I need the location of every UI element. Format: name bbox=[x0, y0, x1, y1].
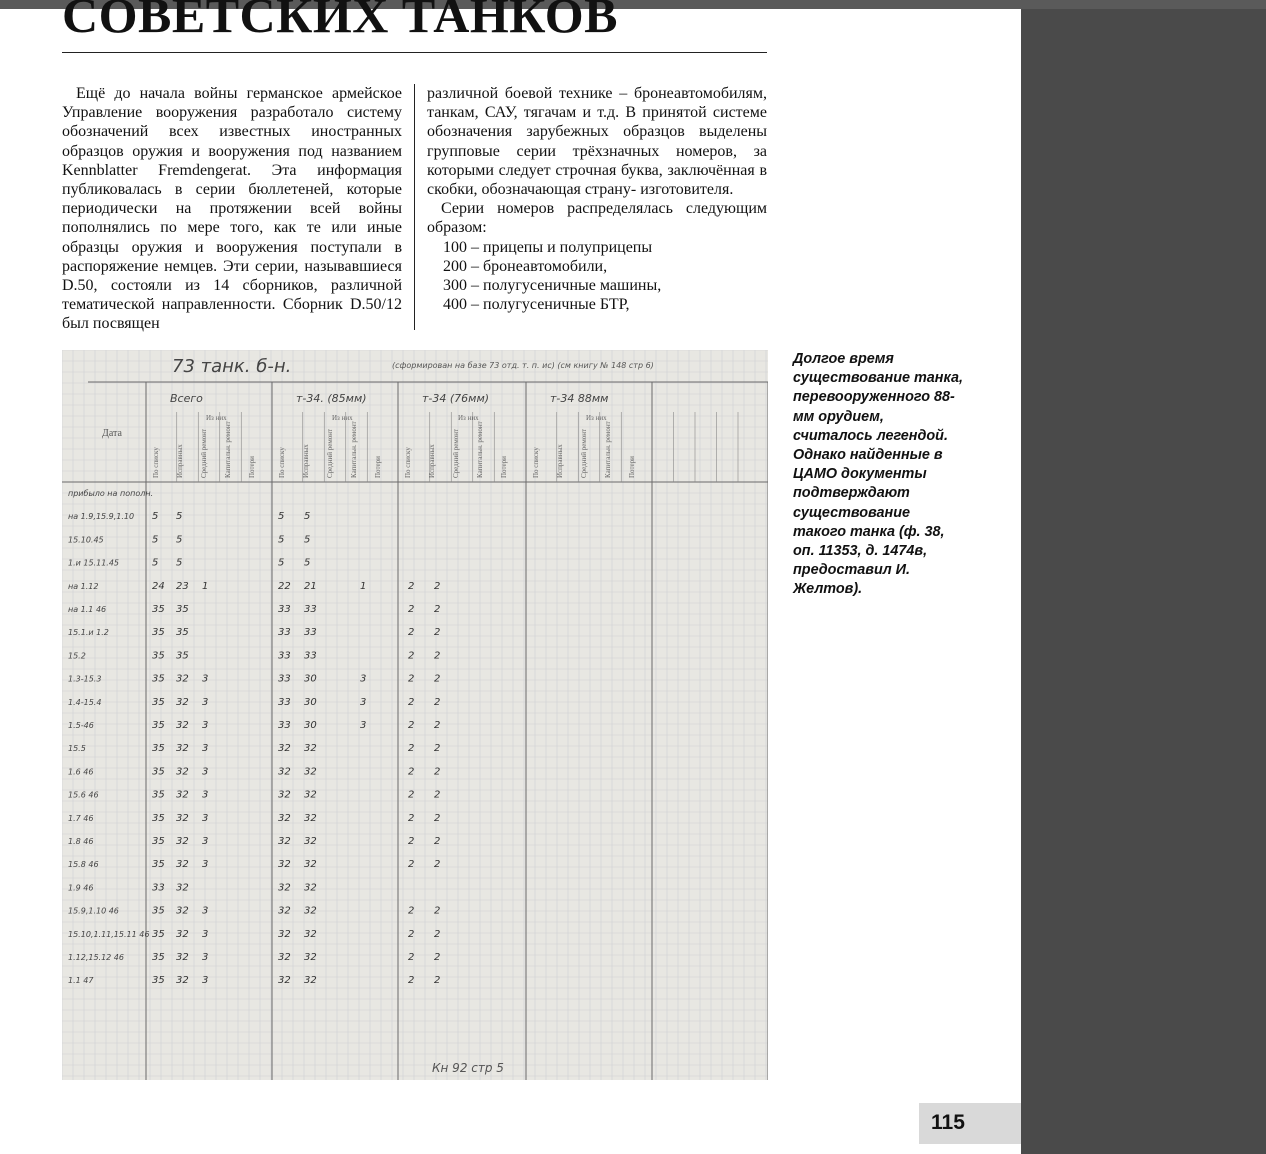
row-value: 2 bbox=[408, 766, 415, 778]
row-value: 32 bbox=[304, 928, 317, 940]
row-value: 33 bbox=[278, 604, 291, 615]
row-value: 5 bbox=[278, 534, 285, 546]
row-value: 33 bbox=[278, 627, 291, 639]
row-value: 35 bbox=[152, 673, 165, 685]
row-value: 32 bbox=[278, 952, 291, 963]
row-value: 35 bbox=[152, 928, 165, 940]
row-value: 2 bbox=[408, 720, 415, 731]
row-value: 32 bbox=[304, 859, 317, 871]
sub-column-header: Средний ремонт bbox=[452, 428, 460, 478]
row-value: 3 bbox=[360, 720, 367, 731]
archival-document-photo bbox=[62, 350, 768, 1080]
row-value: 33 bbox=[278, 673, 291, 685]
sub-column-header: Капитальн. ремонт bbox=[604, 421, 612, 478]
row-value: 35 bbox=[176, 627, 189, 639]
row-value: 5 bbox=[152, 534, 159, 546]
page-headline-text: СОВЕТСКИХ ТАНКОВ bbox=[62, 0, 619, 43]
row-value: 32 bbox=[176, 789, 189, 801]
page-number: 115 bbox=[931, 1111, 965, 1134]
row-value: 3 bbox=[360, 673, 367, 685]
row-value: 5 bbox=[152, 557, 159, 569]
row-value: 3 bbox=[202, 766, 209, 778]
row-value: 5 bbox=[304, 557, 311, 569]
row-value: 2 bbox=[434, 812, 441, 824]
row-value: 32 bbox=[176, 859, 189, 871]
row-value: 32 bbox=[176, 882, 189, 894]
row-value: 32 bbox=[304, 905, 317, 917]
row-value: 33 bbox=[278, 696, 291, 708]
row-value: 2 bbox=[434, 766, 441, 778]
subheader-label: Из них bbox=[206, 414, 227, 422]
row-value: 5 bbox=[304, 534, 311, 546]
row-value: 3 bbox=[202, 836, 209, 847]
list-item: 200 – бронеавтомобили, bbox=[443, 257, 608, 275]
row-value: 33 bbox=[278, 720, 291, 731]
paragraph: Ещё до начала войны германское армейское Управление вооружения разработало систему обозначений всех известных иностранных образцов оружия и вооружения под названием Kennblatter Fremdengerat. Эта информация публиковалась в серии бюллетеней, которые периодически на протяжении всей войны пополнялись по мере того, как те или иные образцы оружия и вооружения поступали в распоряжение немцев. Эти серии, называвшиеся D.50, состояли из 14 сборников, различной тематической направленности. Сборник D.50/12 был посвящен bbox=[62, 85, 402, 333]
row-value: 33 bbox=[278, 650, 291, 662]
row-value: 32 bbox=[278, 766, 291, 778]
row-date: 15.1.и 1.2 bbox=[68, 628, 109, 638]
document-footer-note: Кн 92 стр 5 bbox=[432, 1061, 504, 1075]
row-value: 3 bbox=[202, 859, 209, 871]
row-value: 32 bbox=[176, 952, 189, 963]
sub-column-header: Потери bbox=[374, 456, 382, 478]
row-value: 32 bbox=[304, 812, 317, 824]
row-value: 35 bbox=[152, 905, 165, 917]
row-value: 32 bbox=[176, 673, 189, 685]
row-value: 35 bbox=[152, 720, 165, 731]
row-value: 32 bbox=[278, 836, 291, 847]
row-value: 2 bbox=[434, 743, 441, 755]
row-value: 5 bbox=[176, 557, 183, 569]
row-value: 2 bbox=[434, 859, 441, 871]
photo-caption: Долгое время существование танка, перевооруженного 88-мм орудием, считалось легендой. Однако найденные в ЦАМО документы подтверждают существование такого танка (ф. 38, оп. 11353, д. 1474в, предоставил И. Желтов). bbox=[793, 351, 963, 598]
row-value: 32 bbox=[176, 905, 189, 917]
sub-column-header: Капитальн. ремонт bbox=[224, 421, 232, 478]
row-date: 1.9 46 bbox=[68, 883, 94, 893]
date-column-header: Дата bbox=[102, 428, 122, 439]
row-value: 32 bbox=[278, 882, 291, 894]
row-value: 35 bbox=[152, 836, 165, 847]
document-table bbox=[62, 350, 768, 1080]
row-value: 2 bbox=[408, 905, 415, 917]
row-value: 30 bbox=[304, 696, 317, 708]
row-value: 33 bbox=[304, 627, 317, 639]
row-value: 32 bbox=[278, 905, 291, 917]
group-header: Всего bbox=[170, 392, 203, 405]
row-value: 33 bbox=[304, 604, 317, 615]
row-date: 15.6 46 bbox=[68, 790, 99, 800]
row-date: на 1.1 46 bbox=[68, 605, 107, 614]
paragraph-continued: различной боевой технике – бронеавтомобилям, танкам, САУ, тягачам и т.д. В принятой системе обозначения зарубежных образцов выделены групповые серии трёхзначных номеров, за которыми следует строчная буква, заключённая в скобки, обозначающая страну- изготовителя. bbox=[427, 85, 767, 199]
row-value: 35 bbox=[176, 604, 189, 615]
row-value: 5 bbox=[176, 534, 183, 546]
row-value: 2 bbox=[434, 673, 441, 685]
row-value: 3 bbox=[202, 812, 209, 824]
headline-rule bbox=[62, 52, 767, 53]
page-number-box bbox=[919, 1103, 1021, 1144]
row-value: 32 bbox=[304, 789, 317, 801]
row-value: 32 bbox=[304, 766, 317, 778]
row-value: 3 bbox=[202, 952, 209, 963]
row-value: 2 bbox=[408, 789, 415, 801]
row-date: 1.1 47 bbox=[68, 976, 94, 986]
row-value: 35 bbox=[152, 604, 165, 615]
sub-column-header: Средний ремонт bbox=[200, 428, 208, 478]
row-value: 2 bbox=[434, 789, 441, 801]
row-value: 1 bbox=[202, 580, 209, 592]
row-value: 33 bbox=[152, 882, 165, 894]
subheader-label: Из них bbox=[332, 414, 353, 422]
column-divider bbox=[414, 84, 415, 330]
sub-column-header: Исправных bbox=[302, 444, 310, 478]
row-value: 2 bbox=[408, 673, 415, 685]
row-date: 1.и 15.11.45 bbox=[68, 558, 119, 568]
row-value: 32 bbox=[304, 743, 317, 755]
row-value: 2 bbox=[434, 905, 441, 917]
row-value: 32 bbox=[278, 928, 291, 940]
document-title-note: (сформирован на базе 73 отд. т. п. ис) (см книгу № 148 стр 6) bbox=[392, 361, 654, 370]
sub-column-header: По списку bbox=[404, 447, 412, 478]
row-value: 32 bbox=[176, 696, 189, 708]
row-value: 32 bbox=[176, 766, 189, 778]
row-value: 2 bbox=[408, 743, 415, 755]
sub-column-header: По списку bbox=[152, 447, 160, 478]
row-value: 32 bbox=[176, 812, 189, 824]
row-value: 32 bbox=[304, 836, 317, 847]
group-header: т-34 88мм bbox=[550, 392, 609, 405]
row-value: 32 bbox=[304, 952, 317, 963]
row-date: 1.8 46 bbox=[68, 837, 94, 846]
row-value: 2 bbox=[434, 836, 441, 847]
row-value: 35 bbox=[152, 650, 165, 662]
row-value: 2 bbox=[408, 859, 415, 871]
sub-column-header: Исправных bbox=[428, 444, 436, 478]
list-item: 100 – прицепы и полуприцепы bbox=[443, 238, 653, 256]
row-value: 3 bbox=[202, 696, 209, 708]
row-date: 15.9,1.10 46 bbox=[68, 906, 119, 916]
row-value: 32 bbox=[176, 720, 189, 731]
row-date: 1.6 46 bbox=[68, 767, 94, 777]
list-item: 400 – полугусеничные БТР, bbox=[443, 296, 630, 314]
row-value: 2 bbox=[434, 975, 441, 987]
row-value: 2 bbox=[434, 952, 441, 963]
row-value: 3 bbox=[202, 928, 209, 940]
row-date: 1.7 46 bbox=[68, 813, 94, 823]
row-value: 32 bbox=[176, 743, 189, 755]
row-value: 2 bbox=[434, 720, 441, 731]
row-value: 3 bbox=[202, 720, 209, 731]
sub-column-header: По списку bbox=[278, 447, 286, 478]
row-value: 2 bbox=[408, 580, 415, 592]
sub-column-header: По списку bbox=[532, 447, 540, 478]
sub-column-header: Исправных bbox=[176, 444, 184, 478]
row-value: 35 bbox=[152, 975, 165, 987]
row-value: 2 bbox=[434, 627, 441, 639]
row-value: 3 bbox=[202, 975, 209, 987]
row-date: 15.2 bbox=[68, 651, 86, 661]
row-value: 3 bbox=[202, 789, 209, 801]
row-value: 33 bbox=[304, 650, 317, 662]
page-headline bbox=[62, 0, 767, 46]
row-date: 15.10.45 bbox=[68, 535, 104, 545]
list-item: 300 – полугусеничные машины, bbox=[443, 277, 662, 295]
row-value: 35 bbox=[152, 627, 165, 639]
row-value: 2 bbox=[408, 604, 415, 615]
text-column-left bbox=[62, 84, 402, 334]
sub-column-header: Капитальн. ремонт bbox=[350, 421, 358, 478]
row-value: 32 bbox=[278, 789, 291, 801]
subheader-label: Из них bbox=[586, 414, 607, 422]
row-date: 1.3-15.3 bbox=[68, 674, 102, 684]
sub-column-header: Потери bbox=[248, 456, 256, 478]
row-value: 32 bbox=[304, 975, 317, 987]
group-header: т-34. (85мм) bbox=[296, 392, 367, 405]
row-value: 35 bbox=[152, 812, 165, 824]
row-value: 23 bbox=[176, 580, 189, 592]
row-value: 3 bbox=[202, 743, 209, 755]
row-value: 32 bbox=[278, 743, 291, 755]
row-date: 1.12,15.12 46 bbox=[68, 953, 124, 962]
series-list bbox=[427, 238, 767, 315]
row-value: 32 bbox=[278, 859, 291, 871]
row-value: 3 bbox=[360, 696, 367, 708]
row-date: 15.5 bbox=[68, 744, 86, 754]
row-value: 2 bbox=[434, 928, 441, 940]
row-value: 32 bbox=[176, 975, 189, 987]
sub-column-header: Капитальн. ремонт bbox=[476, 421, 484, 478]
row-value: 5 bbox=[304, 511, 311, 523]
row-date: на 1.12 bbox=[68, 581, 99, 591]
row-date: прибыло на пополн. bbox=[68, 489, 154, 498]
group-header: т-34 (76мм) bbox=[422, 392, 490, 405]
sub-column-header: Потери bbox=[628, 456, 636, 478]
sub-column-header: Исправных bbox=[556, 444, 564, 478]
row-date: 15.10,1.11,15.11 46 bbox=[68, 929, 150, 939]
row-value: 21 bbox=[304, 580, 317, 592]
row-value: 24 bbox=[152, 580, 165, 592]
row-value: 35 bbox=[152, 696, 165, 708]
row-value: 2 bbox=[408, 952, 415, 963]
row-value: 35 bbox=[152, 743, 165, 755]
row-value: 32 bbox=[176, 836, 189, 847]
row-value: 30 bbox=[304, 720, 317, 731]
row-value: 35 bbox=[176, 650, 189, 662]
row-value: 3 bbox=[202, 905, 209, 917]
row-value: 3 bbox=[202, 673, 209, 685]
subheader-label: Из них bbox=[458, 414, 479, 422]
row-value: 2 bbox=[434, 604, 441, 615]
row-value: 5 bbox=[278, 557, 285, 569]
row-value: 5 bbox=[278, 511, 285, 523]
row-value: 5 bbox=[152, 511, 159, 523]
row-value: 35 bbox=[152, 789, 165, 801]
row-date: 15.8 46 bbox=[68, 860, 99, 870]
row-date: на 1.9,15.9,1.10 bbox=[68, 512, 135, 522]
row-value: 32 bbox=[278, 812, 291, 824]
row-value: 1 bbox=[360, 580, 367, 592]
row-value: 2 bbox=[408, 836, 415, 847]
row-date: 1.5-46 bbox=[68, 721, 94, 730]
row-value: 35 bbox=[152, 766, 165, 778]
row-value: 35 bbox=[152, 952, 165, 963]
row-value: 2 bbox=[434, 580, 441, 592]
row-value: 30 bbox=[304, 673, 317, 685]
row-value: 5 bbox=[176, 511, 183, 523]
row-value: 2 bbox=[434, 696, 441, 708]
side-panel bbox=[1021, 9, 1266, 1154]
paragraph: Серии номеров распределялась следующим образом: bbox=[427, 200, 767, 237]
row-value: 32 bbox=[176, 928, 189, 940]
sub-column-header: Потери bbox=[500, 456, 508, 478]
row-value: 2 bbox=[408, 696, 415, 708]
row-value: 2 bbox=[434, 650, 441, 662]
row-value: 35 bbox=[152, 859, 165, 871]
row-value: 2 bbox=[408, 812, 415, 824]
row-value: 2 bbox=[408, 627, 415, 639]
row-value: 2 bbox=[408, 975, 415, 987]
text-column-right bbox=[427, 84, 767, 314]
row-value: 32 bbox=[304, 882, 317, 894]
row-date: 1.4-15.4 bbox=[68, 697, 102, 707]
sub-column-header: Средний ремонт bbox=[326, 428, 334, 478]
document-title: 73 танк. б-н. bbox=[172, 356, 292, 377]
sub-column-header: Средний ремонт bbox=[580, 428, 588, 478]
row-value: 2 bbox=[408, 650, 415, 662]
row-value: 32 bbox=[278, 975, 291, 987]
row-value: 22 bbox=[278, 580, 291, 592]
row-value: 2 bbox=[408, 928, 415, 940]
